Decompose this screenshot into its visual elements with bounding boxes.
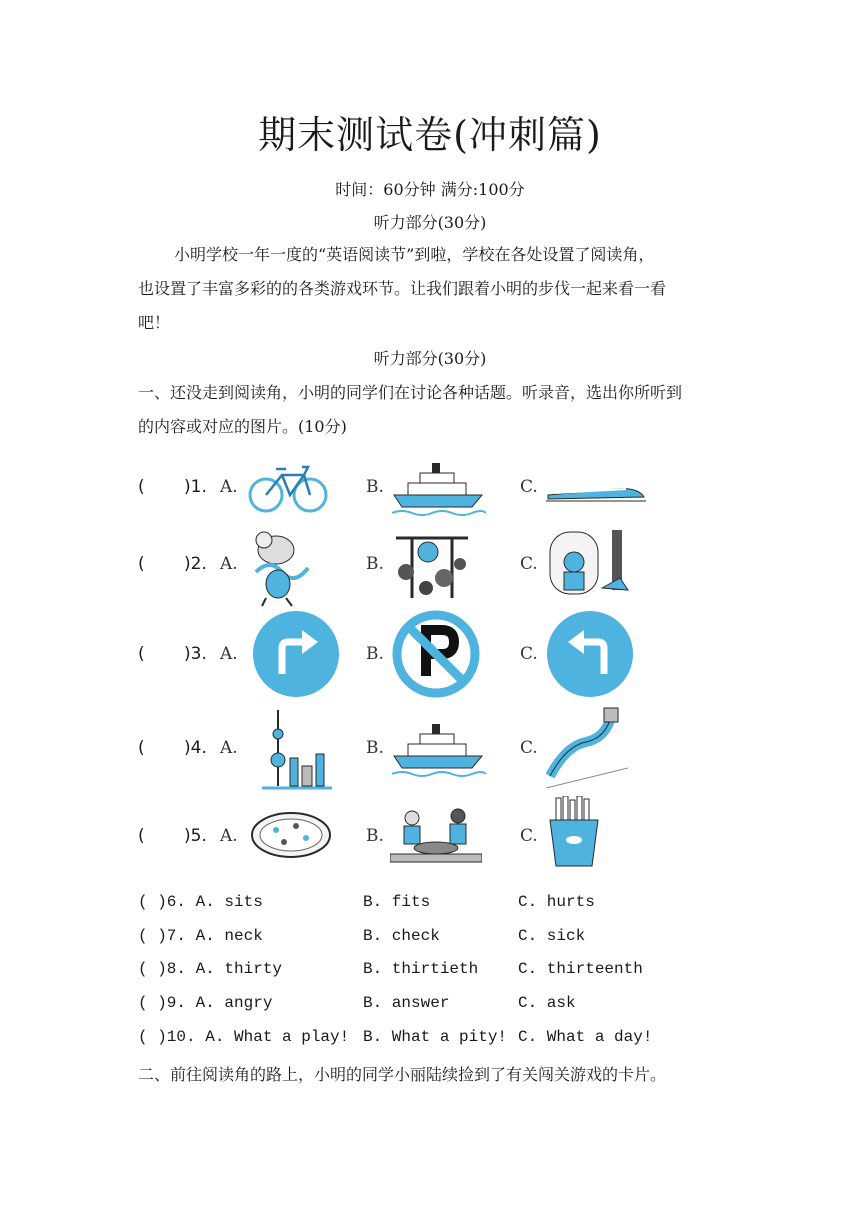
great-wall-icon[interactable]	[546, 706, 628, 788]
option-b-label: B.	[366, 644, 384, 664]
section-heading-top: 听力部分(30分)	[373, 213, 487, 232]
people-cooking-icon[interactable]	[390, 808, 482, 864]
option-a-label: A.	[220, 738, 238, 758]
option-a-label: A.	[220, 644, 238, 664]
option-a-label: A.	[220, 554, 238, 574]
intro-line-1: 小明学校一年一度的“英语阅读节”到啦，学校在各处设置了阅读角，	[174, 245, 655, 264]
answer-blank[interactable]: (	[138, 738, 145, 758]
answer-blank[interactable]: (	[138, 826, 145, 846]
question-3	[138, 610, 738, 690]
part1-instruction-line-2: 的内容或对应的图片。(10分)	[138, 417, 347, 436]
option-b-label: B.	[366, 738, 384, 758]
part2-instruction: 二、前往阅读角的路上，小明的同学小丽陆续捡到了有关闯关游戏的卡片。	[138, 1065, 667, 1084]
turn-left-sign-icon[interactable]	[546, 610, 634, 698]
answer-blank[interactable]: (	[138, 554, 145, 574]
option-c-label: C.	[520, 477, 538, 497]
question-5	[138, 796, 738, 876]
turn-right-sign-icon[interactable]	[252, 610, 340, 698]
question-stem: ( )10. A. What a play!	[138, 1028, 350, 1046]
question-10	[138, 1028, 758, 1058]
question-stem: ( )6. A. sits	[138, 893, 263, 911]
answer-blank[interactable]: (	[138, 477, 145, 497]
question-stem: ( )7. A. neck	[138, 927, 263, 945]
section-heading-mid: 听力部分(30分)	[373, 349, 487, 368]
ship-icon[interactable]	[390, 716, 486, 778]
option-b-label: B.	[366, 554, 384, 574]
option-b[interactable]: B. thirtieth	[363, 960, 479, 978]
french-fries-icon[interactable]	[548, 796, 600, 868]
page-title: 期末测试卷(冲刺篇)	[258, 113, 602, 157]
option-c-label: C.	[520, 738, 538, 758]
option-c[interactable]: C. thirteenth	[518, 960, 643, 978]
question-8	[138, 960, 758, 990]
question-9	[138, 994, 758, 1024]
answer-blank[interactable]: (	[138, 644, 145, 664]
question-7	[138, 927, 758, 957]
part1-instruction-line-1: 一、还没走到阅读角，小明的同学们在讨论各种话题。听录音，选出你所听到	[138, 383, 683, 402]
option-c-label: C.	[520, 644, 538, 664]
question-number: )5.	[184, 826, 207, 846]
option-b[interactable]: B. What a pity!	[363, 1028, 508, 1046]
question-4	[138, 706, 738, 786]
option-c-label: C.	[520, 826, 538, 846]
ship-icon[interactable]	[390, 455, 486, 517]
question-stem: ( )9. A. angry	[138, 994, 273, 1012]
option-c[interactable]: C. What a day!	[518, 1028, 653, 1046]
pizza-icon[interactable]	[250, 810, 332, 860]
option-c[interactable]: C. hurts	[518, 893, 595, 911]
option-c[interactable]: C. sick	[518, 927, 586, 945]
question-6	[138, 893, 758, 923]
girl-window-icon[interactable]	[546, 528, 630, 608]
option-b[interactable]: B. check	[363, 927, 440, 945]
grapes-vine-icon[interactable]	[392, 528, 472, 608]
option-b-label: B.	[366, 826, 384, 846]
question-2	[138, 528, 738, 608]
question-number: )1.	[184, 477, 207, 497]
option-c-label: C.	[520, 554, 538, 574]
option-b[interactable]: B. fits	[363, 893, 431, 911]
option-a-label: A.	[220, 477, 238, 497]
bicycle-icon[interactable]	[246, 455, 330, 517]
exam-meta: 时间：60分钟 满分:100分	[335, 180, 525, 199]
intro-line-2: 也设置了丰富多彩的的各类游戏环节。让我们跟着小明的步伐一起来看一看	[138, 279, 667, 298]
option-b-label: B.	[366, 477, 384, 497]
intro-paragraph	[138, 238, 738, 340]
question-number: )2.	[184, 554, 207, 574]
question-number: )4.	[184, 738, 207, 758]
no-parking-sign-icon[interactable]	[392, 610, 480, 698]
intro-line-3: 吧！	[138, 313, 171, 332]
mouse-dancing-icon[interactable]	[246, 528, 318, 608]
option-a-label: A.	[220, 826, 238, 846]
option-c[interactable]: C. ask	[518, 994, 576, 1012]
question-1	[138, 455, 738, 535]
question-stem: ( )8. A. thirty	[138, 960, 283, 978]
option-b[interactable]: B. answer	[363, 994, 450, 1012]
city-tower-icon[interactable]	[262, 708, 332, 790]
question-number: )3.	[184, 644, 207, 664]
train-icon[interactable]	[546, 469, 646, 503]
